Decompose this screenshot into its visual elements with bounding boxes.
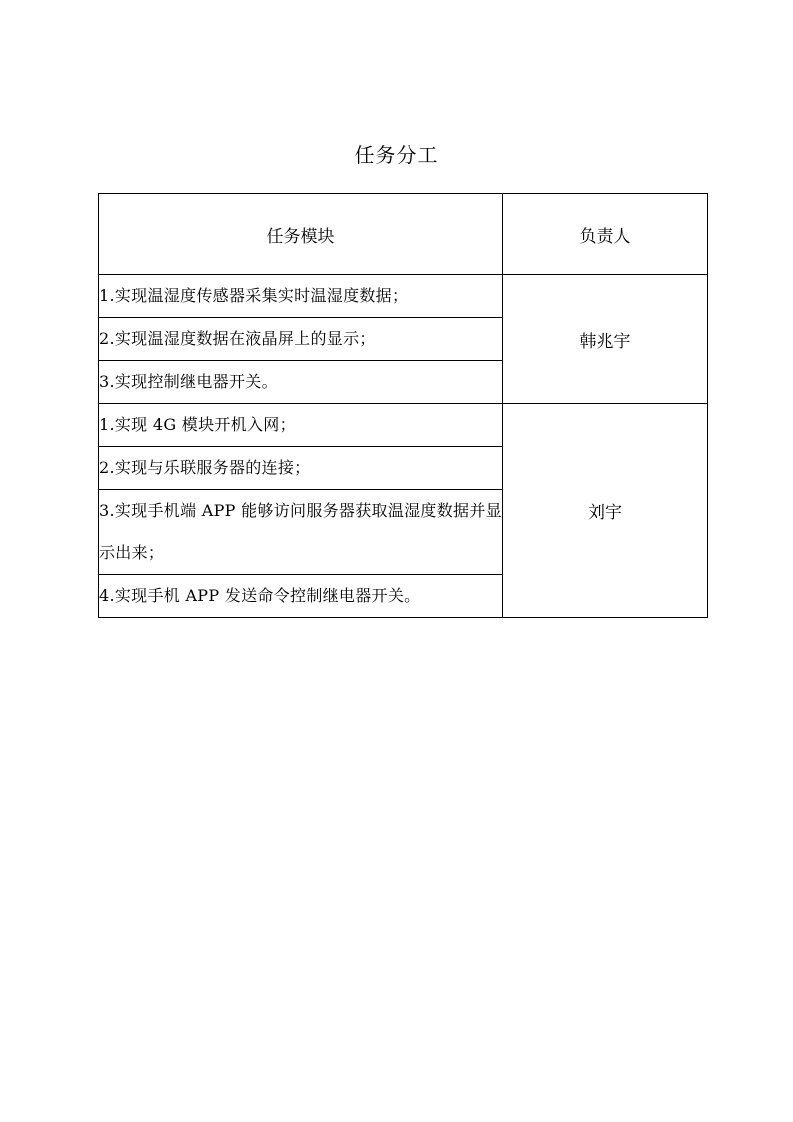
header-task-module: 任务模块 [99, 194, 503, 275]
header-owner: 负责人 [503, 194, 708, 275]
table-row [99, 275, 708, 318]
table-header-row [99, 194, 708, 275]
page-title: 任务分工 [354, 143, 439, 167]
task-cell: 1.实现温湿度传感器采集实时温湿度数据； [99, 275, 503, 318]
task-cell: 1.实现 4G 模块开机入网； [99, 404, 503, 447]
task-table [98, 193, 708, 618]
task-cell: 3.实现手机端 APP 能够访问服务器获取温湿度数据并显示出来； [99, 490, 503, 575]
owner-cell: 韩兆宇 [503, 275, 708, 404]
task-cell: 4.实现手机 APP 发送命令控制继电器开关。 [99, 575, 503, 618]
task-cell: 3.实现控制继电器开关。 [99, 361, 503, 404]
task-cell: 2.实现与乐联服务器的连接； [99, 447, 503, 490]
task-cell: 2.实现温湿度数据在液晶屏上的显示； [99, 318, 503, 361]
owner-cell: 刘宇 [503, 404, 708, 618]
table-row [99, 404, 708, 447]
